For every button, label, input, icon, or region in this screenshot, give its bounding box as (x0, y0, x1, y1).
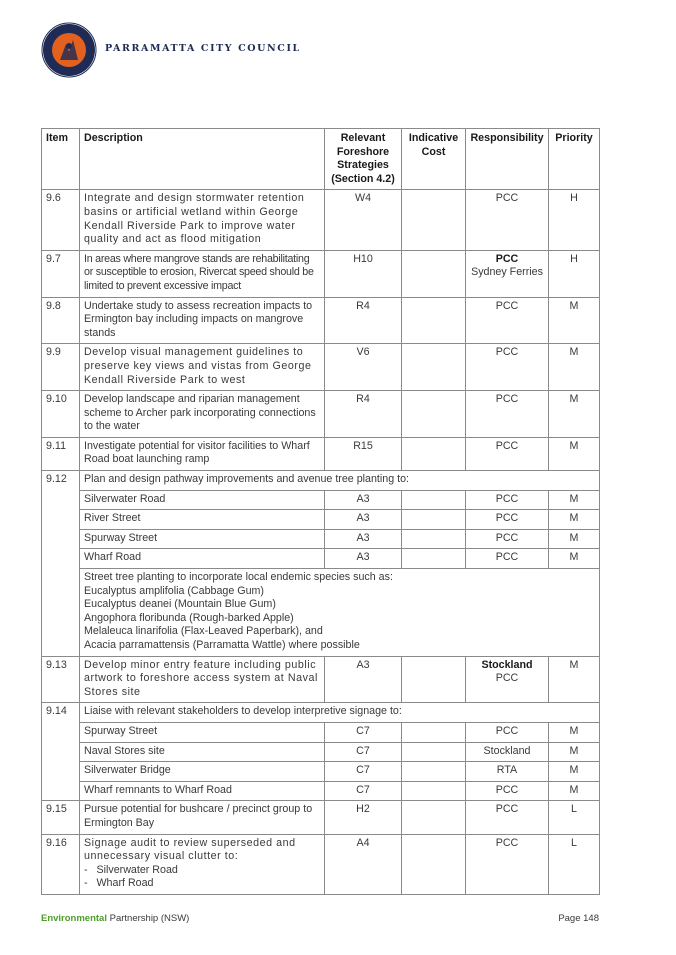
item-strategy: A3 (325, 656, 402, 703)
item-cost (402, 437, 466, 470)
item-cost (402, 391, 466, 438)
subrow-responsibility: PCC (466, 529, 549, 549)
subrow-cost (402, 549, 466, 569)
item-priority: M (549, 297, 600, 344)
item-strategy: R4 (325, 391, 402, 438)
item-number: 9.12 (42, 471, 80, 657)
subrow-strategy: A3 (325, 490, 402, 510)
item-strategy: V6 (325, 344, 402, 391)
subrow-cost (402, 742, 466, 762)
species-note (80, 569, 600, 657)
subrow-priority: M (549, 549, 600, 569)
item-strategy: R4 (325, 297, 402, 344)
responsibility-partner: PCC (495, 672, 519, 685)
header-strategies-line: (Section 4.2) (331, 172, 395, 185)
table-subrow (42, 549, 600, 569)
subrow-cost (402, 529, 466, 549)
header-cost (402, 129, 466, 190)
header-priority: Priority (549, 129, 600, 190)
item-priority: M (549, 656, 600, 703)
table-row (42, 437, 600, 470)
item-number: 9.11 (42, 437, 80, 470)
item-priority: H (549, 190, 600, 250)
subrow-responsibility: Stockland (466, 742, 549, 762)
subrow-priority: M (549, 781, 600, 801)
subrow-responsibility: PCC (466, 490, 549, 510)
header-item: Item (42, 129, 80, 190)
group-heading: Liaise with relevant stakeholders to develop interpretive signage to: (80, 703, 600, 723)
footer-organisation (41, 913, 189, 924)
species-note-line: Angophora floribunda (Rough-barked Apple) (84, 611, 294, 624)
item-number: 9.8 (42, 297, 80, 344)
subrow-description: Wharf remnants to Wharf Road (80, 781, 325, 801)
subrow-priority: M (549, 490, 600, 510)
subrow-description: Silverwater Road (80, 490, 325, 510)
item-description-text: Signage audit to review superseded and unnecessary visual clutter to: (84, 836, 296, 863)
item-description: Investigate potential for visitor facilities to Wharf Road boat launching ramp (80, 437, 325, 470)
table-subrow (42, 569, 600, 657)
header-strategies-line: Strategies (337, 159, 389, 172)
item-number: 9.16 (42, 834, 80, 894)
header-strategies (325, 129, 402, 190)
item-number: 9.14 (42, 703, 80, 801)
item-description: Develop landscape and riparian management scheme to Archer park incorporating connections to the water (80, 391, 325, 438)
subrow-description: Spurway Street (80, 722, 325, 742)
responsibility-partner: Sydney Ferries (471, 266, 543, 279)
table-row (42, 391, 600, 438)
table-subrow (42, 722, 600, 742)
species-note-line: Eucalyptus amplifolia (Cabbage Gum) (84, 584, 264, 597)
item-responsibility: PCC (466, 344, 549, 391)
item-cost (402, 801, 466, 834)
footer-org-highlight: Environmental (41, 913, 107, 924)
header-cost-line: Cost (421, 145, 446, 158)
bullet-item: - Silverwater Road (84, 863, 178, 876)
item-priority: H (549, 250, 600, 297)
item-strategy: H2 (325, 801, 402, 834)
item-responsibility: PCC (466, 801, 549, 834)
subrow-cost (402, 781, 466, 801)
header-cost-line: Indicative (408, 132, 459, 144)
item-cost (402, 190, 466, 250)
table-row (42, 703, 600, 723)
bullet-item: - Wharf Road (84, 877, 154, 890)
table-row (42, 656, 600, 703)
item-description: Integrate and design stormwater retention basins or artificial wetland within George Kendall Riverside Park to improve water quality and act as flood mitigation (80, 190, 325, 250)
subrow-cost (402, 762, 466, 782)
council-seal-icon (41, 22, 97, 78)
header-strategies-line: Relevant (340, 132, 386, 144)
item-strategy: W4 (325, 190, 402, 250)
table-row (42, 250, 600, 297)
subrow-priority: M (549, 762, 600, 782)
subrow-responsibility: PCC (466, 549, 549, 569)
subrow-priority: M (549, 529, 600, 549)
item-responsibility: PCC (466, 437, 549, 470)
subrow-responsibility: PCC (466, 722, 549, 742)
item-responsibility: PCC (466, 190, 549, 250)
item-cost (402, 834, 466, 894)
subrow-priority: M (549, 510, 600, 530)
subrow-cost (402, 722, 466, 742)
item-description: Pursue potential for bushcare / precinct group to Ermington Bay (80, 801, 325, 834)
subrow-strategy: A3 (325, 510, 402, 530)
item-responsibility: PCC (466, 834, 549, 894)
item-number: 9.13 (42, 656, 80, 703)
item-number: 9.9 (42, 344, 80, 391)
species-note-line: Street tree planting to incorporate local endemic species such as: (84, 571, 393, 584)
table-subrow (42, 529, 600, 549)
action-plan-table (41, 128, 600, 895)
item-priority: M (549, 437, 600, 470)
species-note-line: Acacia parramattensis (Parramatta Wattle) where possible (84, 639, 360, 651)
item-description: In areas where mangrove stands are rehabilitating or susceptible to erosion, Rivercat speed should be limited to prevent excessive impact (80, 250, 325, 297)
item-responsibility: PCC (466, 297, 549, 344)
table-subrow (42, 742, 600, 762)
item-cost (402, 656, 466, 703)
species-note-line: Melaleuca linarifolia (Flax-Leaved Paperbark), and (84, 625, 323, 638)
subrow-strategy: C7 (325, 742, 402, 762)
subrow-priority: M (549, 722, 600, 742)
item-number: 9.6 (42, 190, 80, 250)
subrow-priority: M (549, 742, 600, 762)
item-description: Undertake study to assess recreation impacts to Ermington bay including impacts on mangrove stands (80, 297, 325, 344)
subrow-responsibility: PCC (466, 781, 549, 801)
responsibility-lead: PCC (495, 252, 519, 265)
subrow-strategy: A3 (325, 549, 402, 569)
subrow-description: Wharf Road (80, 549, 325, 569)
subrow-description: Silverwater Bridge (80, 762, 325, 782)
item-priority: M (549, 391, 600, 438)
table-row (42, 344, 600, 391)
table-row (42, 190, 600, 250)
table-row (42, 297, 600, 344)
group-heading: Plan and design pathway improvements and avenue tree planting to: (80, 471, 600, 491)
responsibility-lead: Stockland (481, 658, 533, 671)
item-description: Develop visual management guidelines to preserve key views and vistas from George Kendall Riverside Park to west (80, 344, 325, 391)
header-description: Description (80, 129, 325, 190)
table-header-row (42, 129, 600, 190)
species-note-line: Eucalyptus deanei (Mountain Blue Gum) (84, 598, 276, 611)
council-name: PARRAMATTA CITY COUNCIL (105, 43, 301, 54)
item-strategy: A4 (325, 834, 402, 894)
item-number: 9.10 (42, 391, 80, 438)
subrow-strategy: C7 (325, 781, 402, 801)
footer-org-rest: Partnership (NSW) (107, 913, 190, 924)
table-subrow (42, 510, 600, 530)
subrow-description: Naval Stores site (80, 742, 325, 762)
subrow-description: Spurway Street (80, 529, 325, 549)
subrow-strategy: C7 (325, 722, 402, 742)
item-cost (402, 250, 466, 297)
table-row (42, 471, 600, 491)
council-logo (41, 22, 301, 80)
subrow-cost (402, 490, 466, 510)
table-row (42, 834, 600, 894)
header-responsibility: Responsibility (466, 129, 549, 190)
subrow-description: River Street (80, 510, 325, 530)
item-priority: M (549, 344, 600, 391)
subrow-responsibility: PCC (466, 510, 549, 530)
page-number: Page 148 (558, 913, 599, 924)
item-strategy: H10 (325, 250, 402, 297)
item-responsibility (466, 250, 549, 297)
item-strategy: R15 (325, 437, 402, 470)
item-priority: L (549, 834, 600, 894)
item-description (80, 834, 325, 894)
table-subrow (42, 781, 600, 801)
subrow-cost (402, 510, 466, 530)
header-strategies-line: Foreshore (336, 145, 390, 158)
subrow-responsibility: RTA (466, 762, 549, 782)
item-number: 9.7 (42, 250, 80, 297)
table-subrow (42, 490, 600, 510)
item-priority: L (549, 801, 600, 834)
item-number: 9.15 (42, 801, 80, 834)
item-responsibility: PCC (466, 391, 549, 438)
item-cost (402, 344, 466, 391)
subrow-strategy: A3 (325, 529, 402, 549)
item-responsibility (466, 656, 549, 703)
table-row (42, 801, 600, 834)
subrow-strategy: C7 (325, 762, 402, 782)
item-description: Develop minor entry feature including public artwork to foreshore access system at Naval Stores site (80, 656, 325, 703)
table-subrow (42, 762, 600, 782)
item-cost (402, 297, 466, 344)
